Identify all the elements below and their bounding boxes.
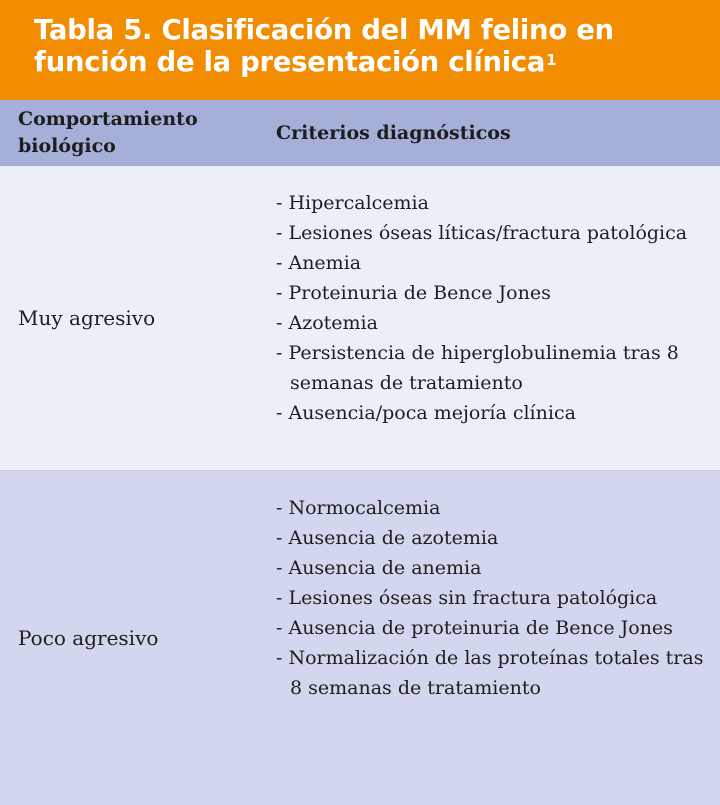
criteria-item: - Azotemia — [276, 308, 712, 338]
header-behavior: Comportamiento biológico — [18, 108, 198, 157]
criteria-cell — [260, 470, 720, 805]
criteria-item: - Anemia — [276, 248, 712, 278]
criteria-item: - Normocalcemia — [276, 493, 712, 523]
criteria-item: - Ausencia de azotemia — [276, 523, 712, 553]
criteria-item: - Normalización de las proteínas totales tras 8 semanas de tratamiento — [276, 643, 712, 703]
table-title — [0, 0, 720, 100]
criteria-item: - Persistencia de hiperglobulinemia tras 8 semanas de tratamiento — [276, 338, 712, 398]
title-line-2 — [34, 46, 700, 78]
classification-table — [0, 100, 720, 805]
criteria-item: - Ausencia/poca mejoría clínica — [276, 398, 712, 428]
header-criteria: Criterios diagnósticos — [276, 121, 511, 144]
criteria-list — [276, 493, 712, 703]
criteria-item: - Lesiones óseas sin fractura patológica — [276, 583, 712, 613]
criteria-item: - Hipercalcemia — [276, 188, 712, 218]
behavior-cell: Poco agresivo — [18, 625, 159, 650]
criteria-cell — [260, 166, 720, 470]
criteria-item: - Lesiones óseas líticas/fractura patológica — [276, 218, 712, 248]
criteria-list — [276, 188, 712, 428]
title-line-2-text: función de la presentación clínica — [34, 46, 546, 78]
behavior-cell: Muy agresivo — [0, 166, 260, 470]
table-header-row — [0, 100, 720, 166]
title-line-1: Tabla 5. Clasificación del MM felino en — [34, 14, 614, 46]
criteria-item: - Ausencia de proteinuria de Bence Jones — [276, 613, 712, 643]
table-row — [0, 166, 720, 470]
criteria-item: - Proteinuria de Bence Jones — [276, 278, 712, 308]
title-footnote-marker: 1 — [546, 51, 557, 69]
criteria-item: - Ausencia de anemia — [276, 553, 712, 583]
table-row — [0, 470, 720, 805]
